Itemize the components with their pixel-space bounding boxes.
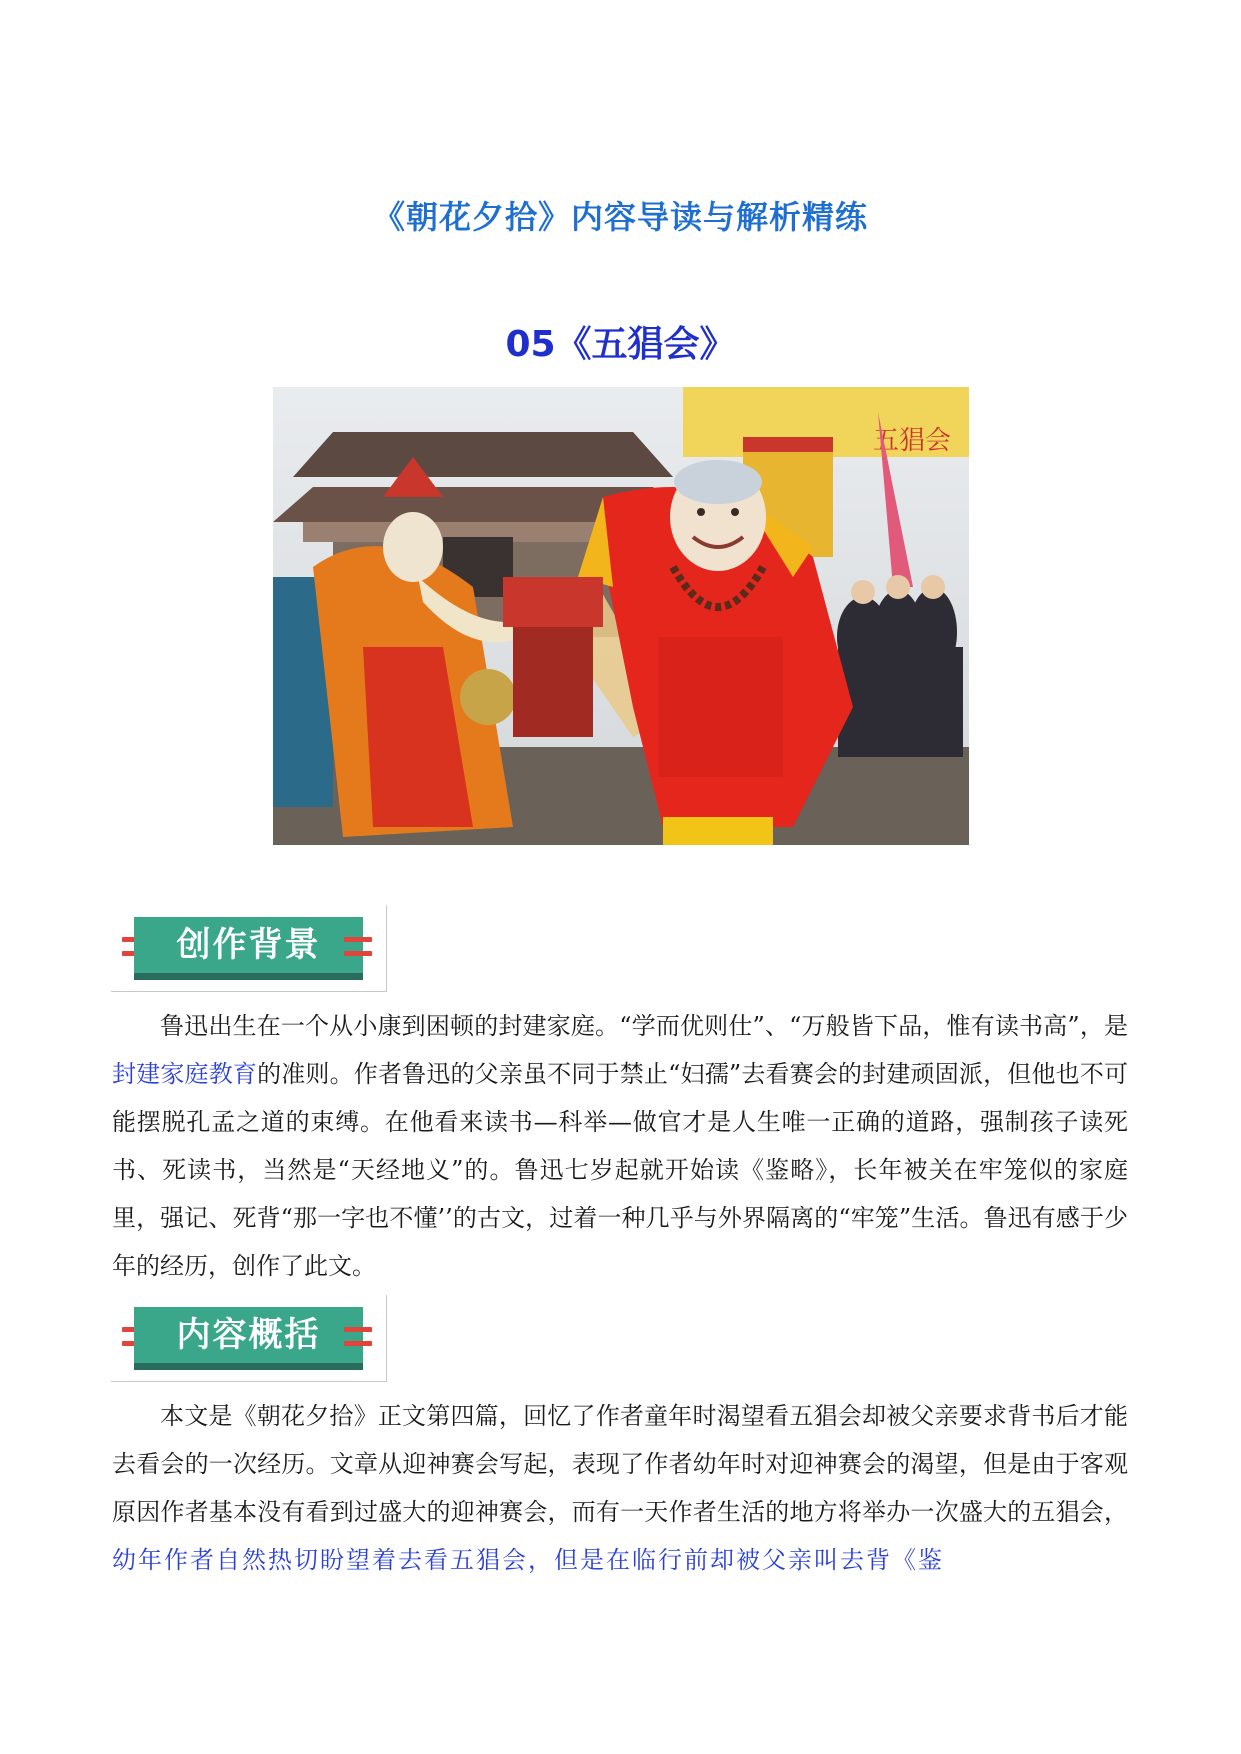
festival-sign-text: 五猖会 [873, 426, 952, 456]
highlighted-text: 幼年作者自然热切盼望着去看五猖会，但是在临行前却被父亲叫去背《鉴 [112, 1546, 944, 1574]
badge-plate [134, 1307, 363, 1363]
chapter-title: 05《五猖会》 [505, 324, 736, 365]
section-heading: 内容概括 [176, 1315, 321, 1355]
family-education-link[interactable]: 封建家庭教育 [112, 1060, 258, 1088]
paragraph-text: 鲁迅出生在一个从小康到困顿的封建家庭。“学而优则仕”、“万般皆下品，惟有读书高”，是 [160, 1012, 1128, 1040]
paragraph-text: 本文是《朝花夕拾》正文第四篇，回忆了作者童年时渴望看五猖会却被父亲要求背书后才能去看会的一次经历。文章从迎神赛会写起，表现了作者幼年时对迎神赛会的渴望，但是由于客观原因作者基本没有看到过盛大的迎神赛会，而有一天作者生活的地方将举办一次盛大的五猖会， [112, 1402, 1128, 1526]
badge-dash-icon [344, 937, 372, 942]
festival-photo [273, 387, 969, 845]
badge-dash-icon [344, 1327, 372, 1332]
badge-plate [134, 917, 363, 973]
document-title: 《朝花夕拾》内容导读与解析精练 [372, 198, 868, 236]
section-heading: 创作背景 [176, 925, 321, 965]
badge-dash-icon [344, 951, 372, 956]
badge-dash-icon [344, 1341, 372, 1346]
section-badge-summary [112, 1295, 387, 1381]
paragraph-text: 的准则。作者鲁迅的父亲虽不同于禁止“妇孺”去看赛会的封建顽固派，但他也不可能摆脱孔孟之道的束缚。在他看来读书—科举—做官才是人生唯一正确的道路，强制孩子读死书、死读书，当然是“天经地义”的。鲁迅七岁起就开始读《鉴略》，长年被关在牢笼似的家庭里，强记、死背“那一字也不懂’’的古文，过着一种几乎与外界隔离的“牢笼”生活。鲁迅有感于少年的经历，创作了此文。 [112, 1060, 1129, 1280]
summary-paragraph [112, 1392, 1128, 1584]
section-badge-background [112, 905, 387, 991]
background-paragraph [112, 1002, 1128, 1290]
